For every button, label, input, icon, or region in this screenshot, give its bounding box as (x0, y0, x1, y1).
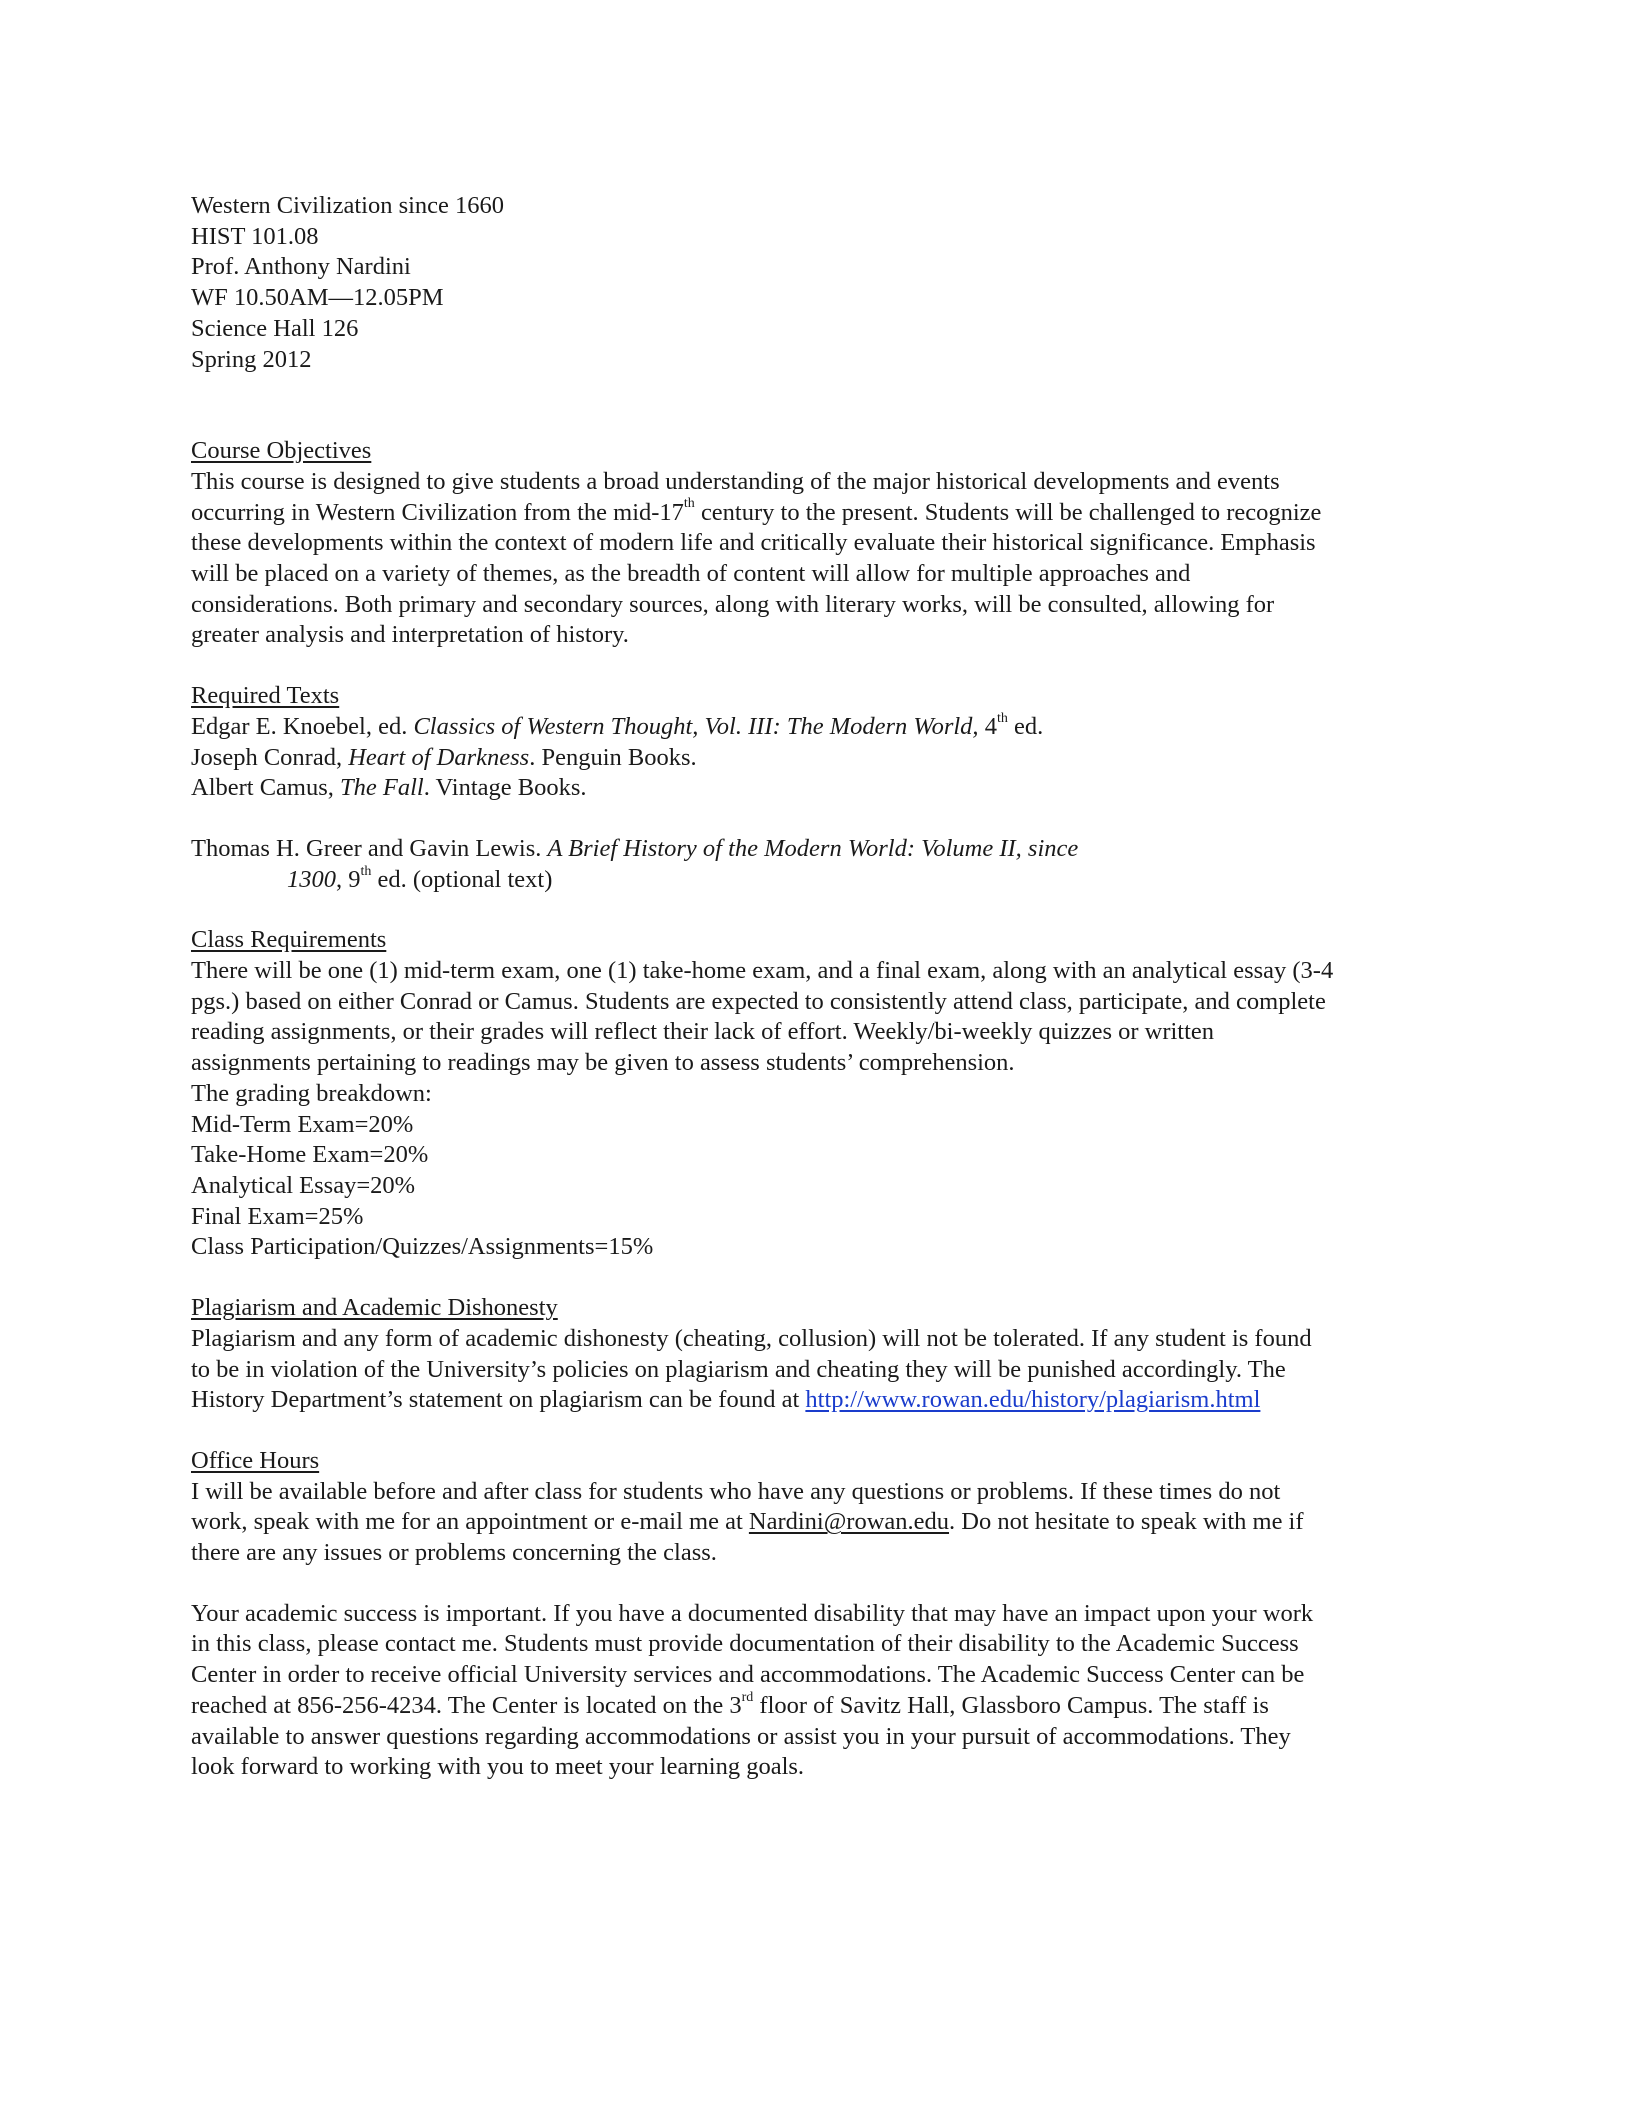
disability-line: available to answer questions regarding accommodations or assist you in your pursuit of accommodations. They (191, 1722, 1291, 1750)
plagiarism-line: Plagiarism and any form of academic dishonesty (cheating, collusion) will not be tolerated. If any student is found (191, 1324, 1312, 1352)
objectives-section (191, 436, 1451, 651)
text-entry: Thomas H. Greer and Gavin Lewis. A Brief History of the Modern World: Volume II, since (191, 834, 1079, 862)
plagiarism-heading: Plagiarism and Academic Dishonesty (191, 1294, 558, 1322)
objectives-line: will be placed on a variety of themes, as the breadth of content will allow for multiple approaches and (191, 560, 1191, 588)
grade-list (191, 1110, 1451, 1264)
instructor-email-link[interactable]: Nardini@rowan.edu (748, 1508, 950, 1536)
objectives-heading: Course Objectives (191, 437, 372, 465)
objectives-line: greater analysis and interpretation of history. (191, 621, 629, 649)
plagiarism-line: History Department’s statement on plagiarism can be found at http://www.rowan.edu/history/plagiarism.html (191, 1386, 1261, 1414)
grade-item: Analytical Essay=20% (191, 1171, 416, 1199)
disability-section (191, 1599, 1451, 1783)
grading-breakdown-label: The grading breakdown: (191, 1079, 432, 1107)
term: Spring 2012 (191, 345, 312, 373)
syllabus-page (191, 191, 1451, 1783)
office-hours-section (191, 1446, 1451, 1569)
requirements-heading: Class Requirements (191, 926, 387, 954)
office-hours-line: work, speak with me for an appointment or e-mail me at Nardini@rowan.edu. Do not hesitate to speak with me if (191, 1508, 1304, 1536)
grade-item: Final Exam=25% (191, 1202, 364, 1230)
texts-heading: Required Texts (191, 682, 340, 710)
course-code: HIST 101.08 (191, 222, 319, 250)
course-header (191, 191, 1451, 375)
requirements-line: pgs.) based on either Conrad or Camus. Students are expected to consistently attend class, participate, and complete (191, 987, 1326, 1015)
instructor-name: Prof. Anthony Nardini (191, 253, 411, 281)
text-entry: Joseph Conrad, Heart of Darkness. Penguin Books. (191, 743, 697, 771)
grade-item: Mid-Term Exam=20% (191, 1110, 414, 1138)
course-title: Western Civilization since 1660 (191, 192, 505, 219)
grade-item: Class Participation/Quizzes/Assignments=15% (191, 1233, 654, 1261)
disability-line: reached at 856-256-4234. The Center is located on the 3rd floor of Savitz Hall, Glassboro Campus. The staff is (191, 1689, 1269, 1719)
requirements-section (191, 925, 1451, 1263)
text-entry: Albert Camus, The Fall. Vintage Books. (191, 774, 587, 802)
objectives-line: This course is designed to give students a broad understanding of the major historical developments and events (191, 467, 1280, 495)
disability-line: Your academic success is important. If you have a documented disability that may have an impact upon your work (191, 1599, 1314, 1627)
office-hours-line: there are any issues or problems concerning the class. (191, 1539, 717, 1567)
disability-line: in this class, please contact me. Students must provide documentation of their disability to the Academic Success (191, 1630, 1299, 1658)
plagiarism-line: to be in violation of the University’s policies on plagiarism and cheating they will be punished accordingly. The (191, 1355, 1286, 1383)
requirements-line: reading assignments, or their grades will reflect their lack of effort. Weekly/bi-weekly quizzes or written (191, 1018, 1215, 1046)
plagiarism-section (191, 1293, 1451, 1416)
text-entry: Edgar E. Knoebel, ed. Classics of Western Thought, Vol. III: The Modern World, 4th ed. (191, 710, 1044, 740)
requirements-line: There will be one (1) mid-term exam, one (1) take-home exam, and a final exam, along with an analytical essay (3-4 (191, 957, 1334, 985)
disability-line: Center in order to receive official University services and accommodations. The Academic Success Center can be (191, 1661, 1305, 1689)
grade-item: Take-Home Exam=20% (191, 1141, 429, 1169)
class-room: Science Hall 126 (191, 314, 359, 342)
texts-section (191, 681, 1451, 895)
requirements-line: assignments pertaining to readings may be given to assess students’ comprehension. (191, 1049, 1015, 1077)
office-hours-line: I will be available before and after class for students who have any questions or problems. If these times do not (191, 1477, 1281, 1505)
office-hours-heading: Office Hours (191, 1446, 320, 1474)
objectives-line: considerations. Both primary and secondary sources, along with literary works, will be consulted, allowing for (191, 590, 1275, 618)
text-entry-continued: 1300, 9th ed. (optional text) (287, 863, 553, 893)
disability-line: look forward to working with you to meet your learning goals. (191, 1753, 805, 1781)
objectives-line: these developments within the context of modern life and critically evaluate their historical significance. Emphasis (191, 529, 1316, 557)
class-schedule: WF 10.50AM—12.05PM (191, 284, 444, 312)
plagiarism-policy-link[interactable]: http://www.rowan.edu/history/plagiarism.html (805, 1386, 1261, 1414)
objectives-line: occurring in Western Civilization from the mid-17th century to the present. Students will be challenged to recognize (191, 496, 1322, 526)
